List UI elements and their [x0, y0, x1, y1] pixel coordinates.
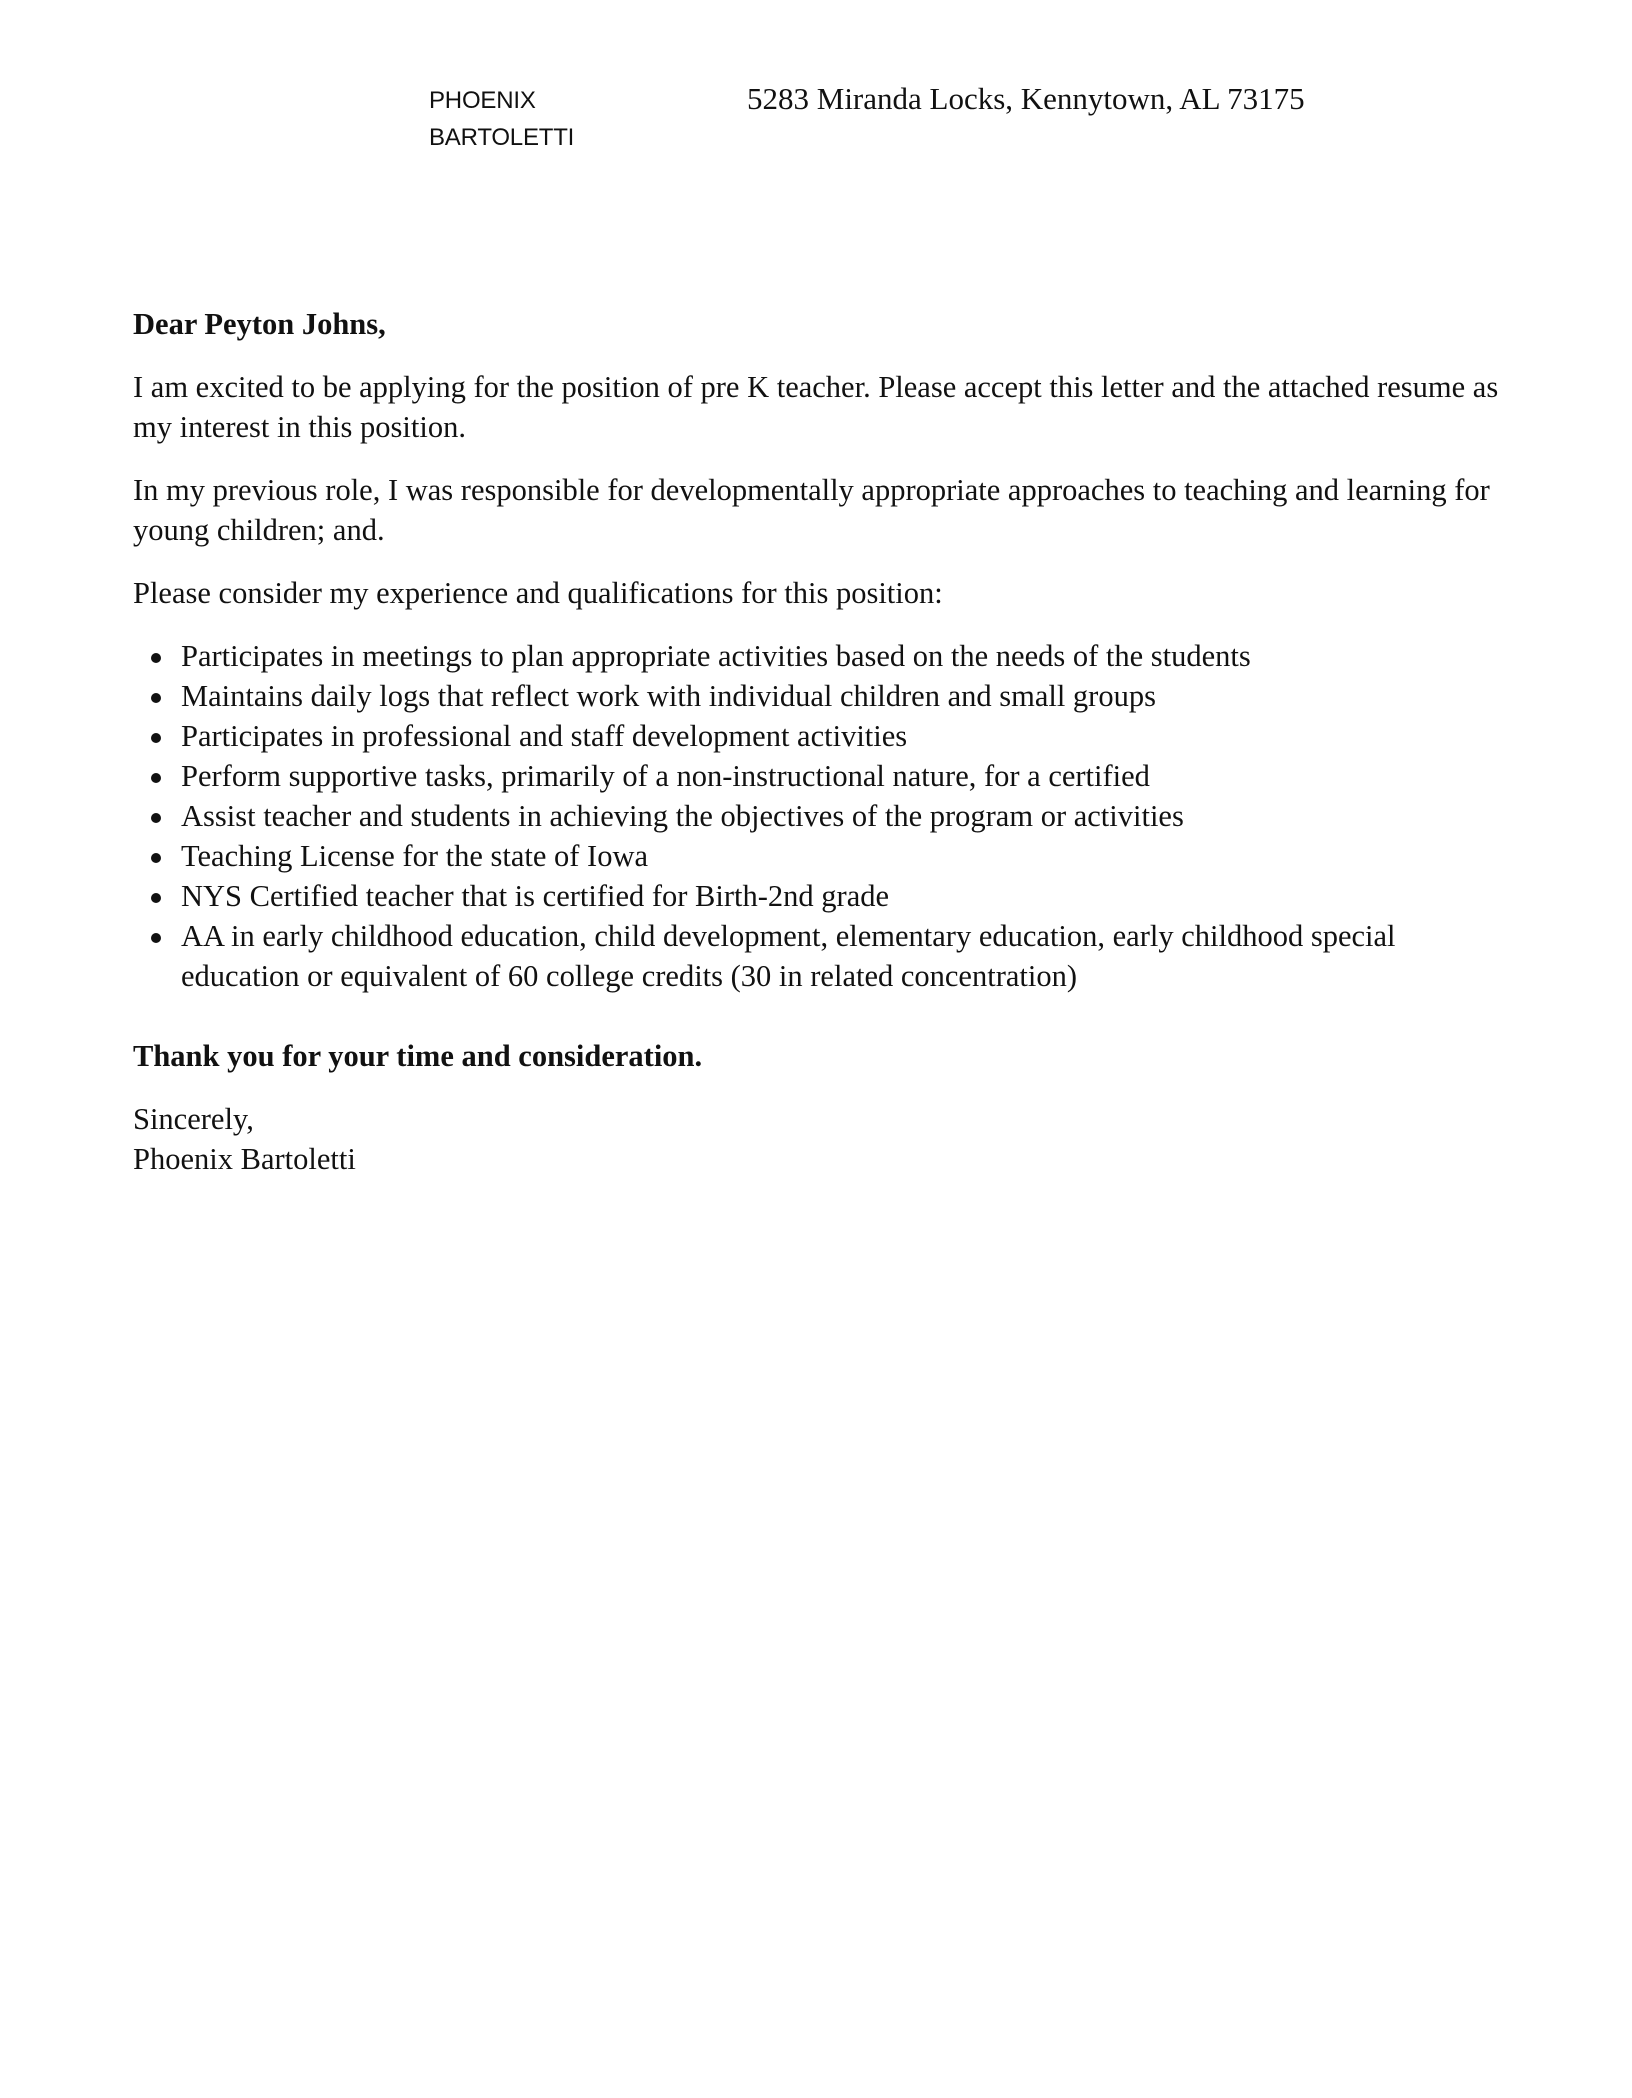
list-item: Maintains daily logs that reflect work with individual children and small groups [181, 676, 1503, 716]
signature-name: Phoenix Bartoletti [133, 1142, 356, 1176]
closing [133, 1099, 1503, 1179]
letter-body [133, 304, 1503, 1179]
sign-off: Sincerely, [133, 1102, 254, 1136]
list-item: NYS Certified teacher that is certified for Birth-2nd grade [181, 876, 1503, 916]
sender-name [429, 82, 629, 156]
experience-paragraph: In my previous role, I was responsible for developmentally appropriate approaches to teaching and learning for young children; and. [133, 473, 1490, 547]
list-item: Perform supportive tasks, primarily of a non-instructional nature, for a certified [181, 756, 1503, 796]
list-item: Teaching License for the state of Iowa [181, 836, 1503, 876]
qualifications-intro: Please consider my experience and qualifications for this position: [133, 576, 943, 610]
sender-name-line1: PHOENIX [429, 87, 536, 114]
list-item: Participates in professional and staff development activities [181, 716, 1503, 756]
sender-name-line2: BARTOLETTI [429, 124, 575, 151]
sender-address: 5283 Miranda Locks, Kennytown, AL 73175 [747, 81, 1305, 116]
thank-you-line: Thank you for your time and consideration. [133, 1039, 703, 1073]
list-item: Participates in meetings to plan appropriate activities based on the needs of the students [181, 636, 1503, 676]
list-item: Assist teacher and students in achieving the objectives of the program or activities [181, 796, 1503, 836]
list-item: AA in early childhood education, child development, elementary education, early childhood special education or equivalent of 60 college credits (30 in related concentration) [181, 916, 1503, 996]
greeting: Dear Peyton Johns, [133, 307, 386, 341]
qualifications-list [133, 636, 1503, 996]
intro-paragraph: I am excited to be applying for the position of pre K teacher. Please accept this letter and the attached resume as my interest in this position. [133, 370, 1499, 444]
